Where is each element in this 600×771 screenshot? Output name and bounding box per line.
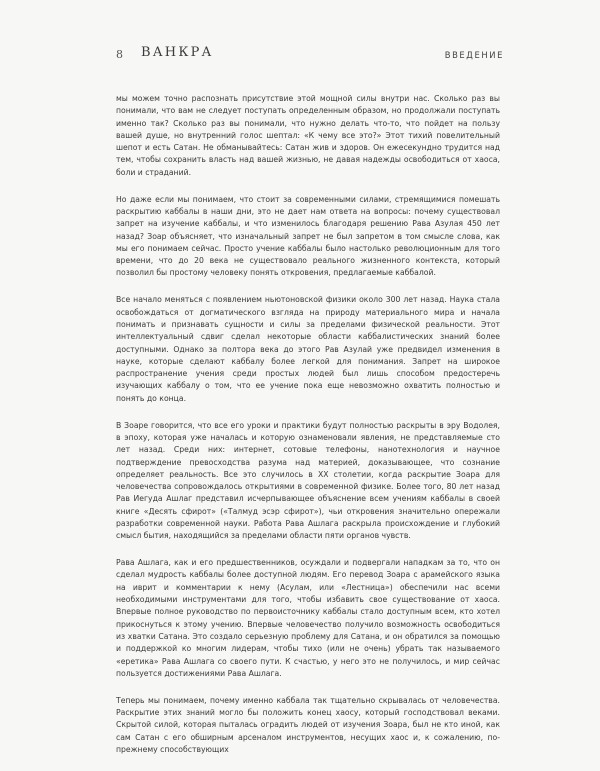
paragraph-6: Теперь мы понимаем, почему именно каббала так тщательно скрывалась от человечества. Раскрытие этих знаний могло бы положить конец хаосу, который господствовал веками. Скрытой силой, которая пыталась оградить людей от изучения Зоара, был не кто иной, как сам Сатан с его обширным арсеналом инструментов, несущих хаос и, к сожалению, по-прежнему способствующих (116, 695, 500, 754)
page-number: 8 (116, 48, 123, 61)
book-logo: ВАНКРА (141, 45, 214, 60)
section-title: ВВЕДЕНИЕ (444, 50, 504, 60)
body-text (116, 93, 500, 771)
paragraph-5: Рава Ашлага, как и его предшественников, осуждали и подвергали нападкам за то, что он сделал мудрость каббалы более доступной людям. Его перевод Зоара с арамейского языка на иврит и комментарии к нему (Асулам, или «Лестница») обеспечили нас всеми необходимыми инструментами для того, чтобы избавить свое существование от хаоса. Впервые полное руководство по первоисточнику каббалы стало доступным всем, кто хотел прикоснуться к этому учению. Впервые человечество получило возможность освободиться из хватки Сатана. Это создало серьезную проблему для Сатана, и он обратился за помощью и поддержкой ко многим лидерам, чтобы тихо (или не очень) убрать так называемого «еретика» Рава Ашлага со своего пути. К счастью, у него это не получилось, и мир сейчас пользуется достижениями Рава Ашлага. (116, 558, 500, 678)
paragraph-4: В Зоаре говорится, что все его уроки и практики будут полностью раскрыты в эру Водолея, в эпоху, которая уже началась и которую ознаменовали явления, не представляемые сто лет назад. Среди них: интернет, сотовые телефоны, нанотехнология и научное подтверждение превосходства разума над материей, доказывающее, что сознание определяет реальность. Все это случилось в XX столетии, когда раскрытие Зоара для человечества сопровождалось открытиями в современной физике. Более того, 80 лет назад Рав Иегуда Ашлаг представил исчерпывающее объяснение всем учениям каббалы в своей книге «Десять сфирот» («Талмуд эсэр сфирот»), чьи откровения значительно опережали разработки современной науки. Работа Рава Ашлага раскрыла происхождение и глубокий смысл бытия, находящийся за пределами области пяти органов чувств. (116, 420, 500, 541)
page-header (0, 0, 600, 70)
paragraph-3: Все начало меняться с появлением ньютоновской физики около 300 лет назад. Наука стала освобождаться от догматического взгляда на природу материального мира и начала понимать и признавать сущности и силы за пределами физической реальности. Этот интеллектуальный сдвиг сделал некоторые области каббалистических знаний более доступными. Однако за полтора века до этого Рав Азулай уже предвидел изменения в науке, которые сделают каббалу более легкой для понимания. Запрет на широкое распространение учения среди простых людей был лишь способом предостеречь изучающих каббалу о том, что ее учение пока еще невозможно охватить полностью и понять до конца. (116, 295, 500, 403)
paragraph-2: Но даже если мы понимаем, что стоит за современными силами, стремящимися помешать раскрытию каббалы в наши дни, это не дает нам ответа на вопросы: почему существовал запрет на изучение каббалы, и что изменилось благодаря решению Рава Азулая 450 лет назад? Зоар объясняет, что изначальный запрет не был запретом в том смысле слова, как мы его понимаем сейчас. Просто учение каббалы было настолько революционным для того времени, что до 20 века не существовало реального жизненного контекста, который позволил бы простому человеку понять откровения, предлагаемые каббалой. (116, 194, 500, 278)
paragraph-1: мы можем точно распознать присутствие этой мощной силы внутри нас. Сколько раз вы понимали, что вам не следует поступать определенным образом, но продолжали поступать именно так? Сколько раз вы понимали, что нужно делать что-то, что пойдет на пользу вашей душе, но внутренний голос шептал: «К чему все это?» Этот тихий повелительный шепот и есть Сатан. Не обманывайтесь: Сатан жив и здоров. Он ежесекундно трудится над тем, чтобы сохранить власть над вашей жизнью, не давая надежды освободиться от хаоса, боли и страданий. (116, 94, 500, 177)
